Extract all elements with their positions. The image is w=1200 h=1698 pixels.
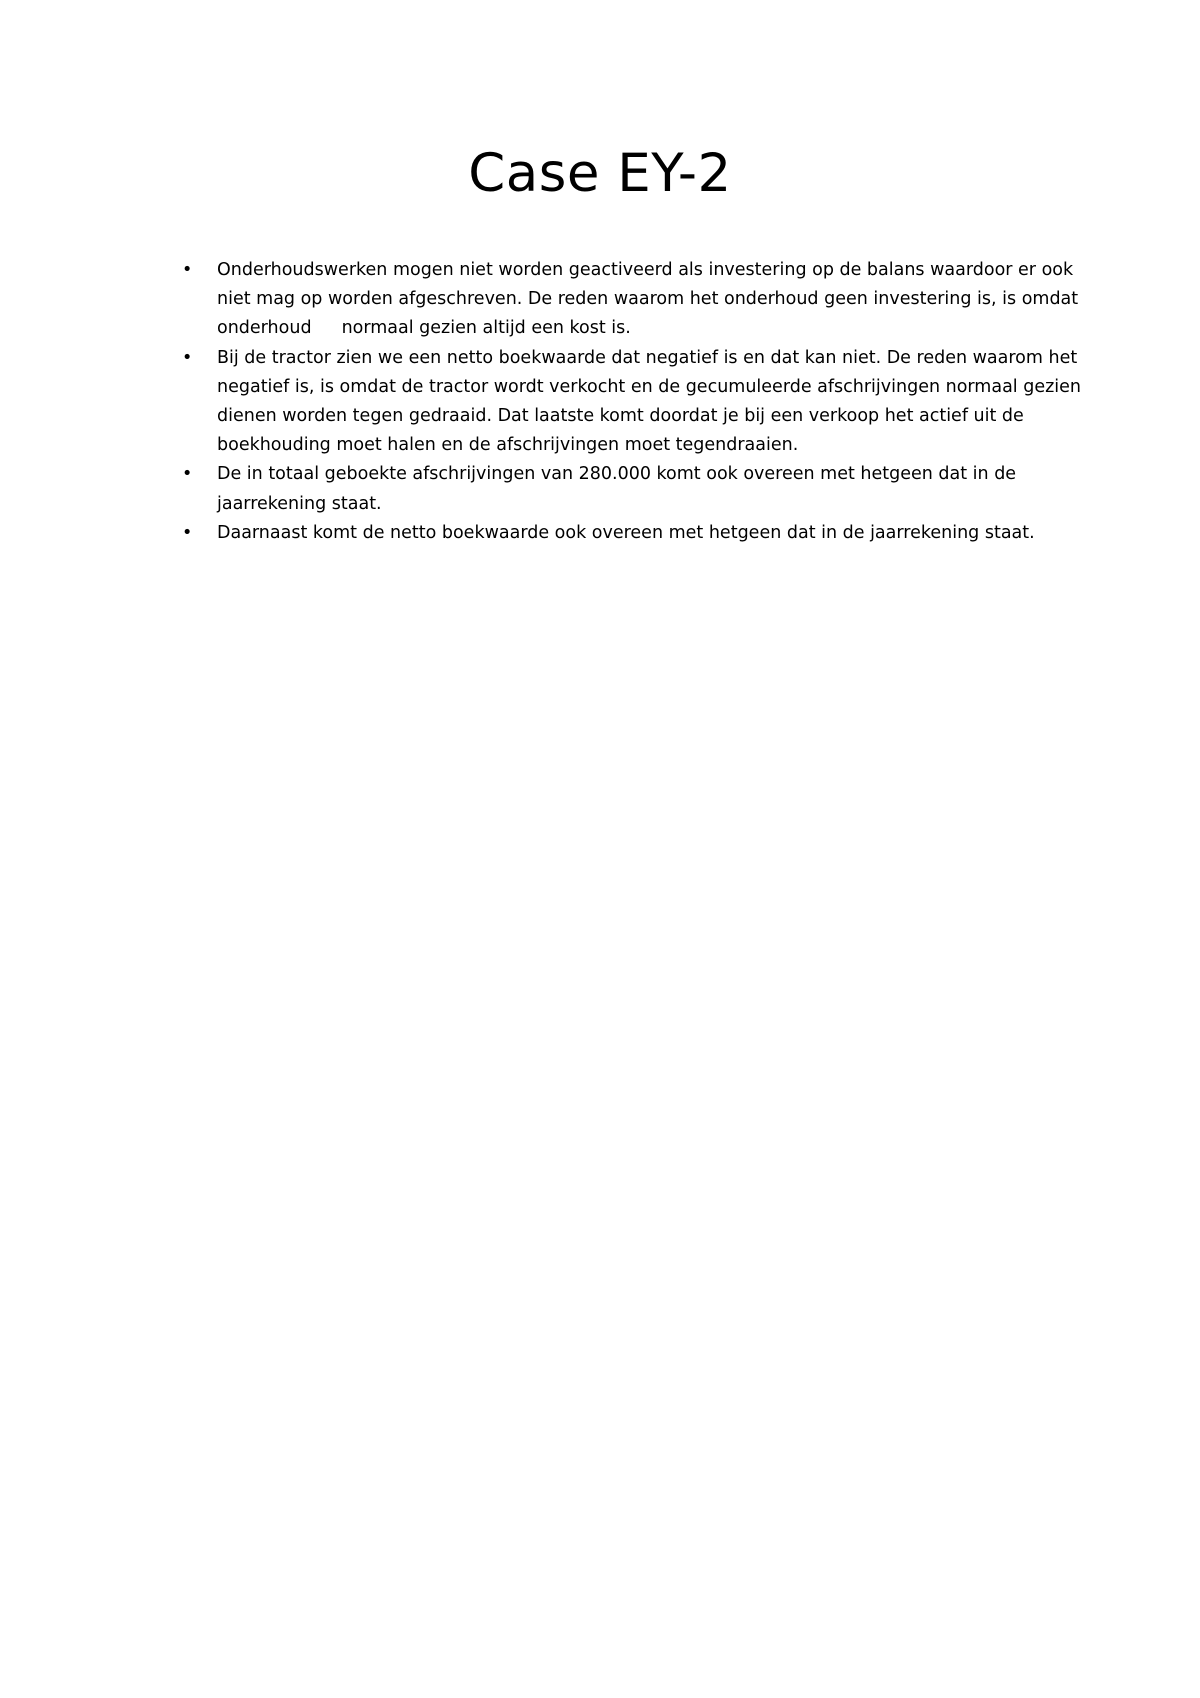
bullet-icon: • — [182, 260, 193, 280]
list-item-text: Bij de tractor zien we een netto boekwaarde dat negatief is en dat kan niet. De reden waarom het negatief is, is omdat de tractor wordt verkocht en de gecumuleerde afschrijvingen normaal gezien dienen worden tegen gedraaid. Dat laatste komt doordat je bij een verkoop het actief uit de boekhouding moet halen en de afschrijvingen moet tegendraaien. — [217, 347, 1082, 456]
list-item — [182, 519, 1082, 548]
list-item-text: Daarnaast komt de netto boekwaarde ook overeen met hetgeen dat in de jaarrekening staat. — [217, 522, 1035, 543]
list-item — [182, 256, 1082, 344]
list-item — [182, 344, 1082, 461]
bullet-icon: • — [182, 347, 193, 368]
page-title: Case EY-2 — [468, 143, 732, 204]
list-item — [182, 460, 1082, 518]
bullet-list — [182, 256, 1082, 548]
list-item-text-tail: normaal gezien altijd een kost is. — [341, 318, 631, 339]
bullet-icon: • — [182, 522, 193, 543]
list-item-text: De in totaal geboekte afschrijvingen van 280.000 komt ook overeen met hetgeen dat in de jaarrekening staat. — [217, 464, 1017, 514]
list-item-text: Onderhoudswerken mogen niet worden geactiveerd als investering op de balans waardoor er ook niet mag op worden afgeschreven. De reden waarom het onderhoud geen investering is, is omdat onderhoud — [217, 260, 1079, 339]
bullet-icon: • — [182, 464, 193, 485]
